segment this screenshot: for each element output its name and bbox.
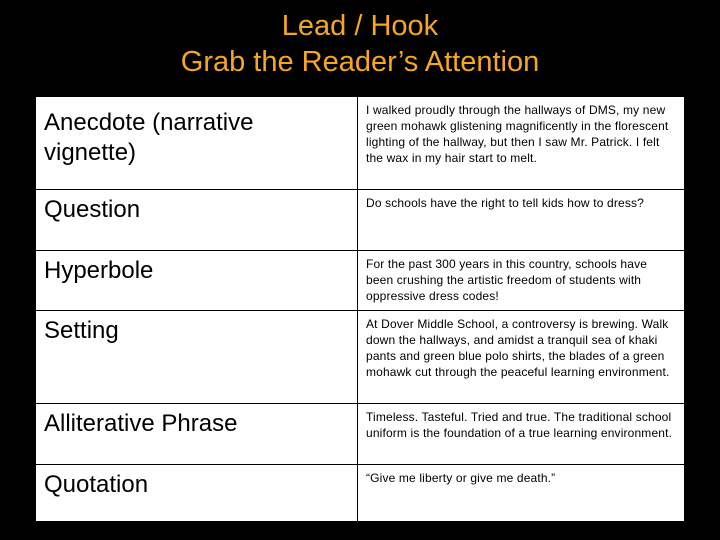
term-cell: Setting <box>36 311 358 404</box>
title-line-2: Grab the Reader’s Attention <box>180 46 540 78</box>
table-row-alliterative-phrase <box>36 404 685 465</box>
table-row-hyperbole <box>36 251 685 311</box>
title-line-1: Lead / Hook <box>281 10 439 42</box>
table-row-setting <box>36 311 685 404</box>
term-cell: Anecdote (narrative vignette) <box>36 97 358 190</box>
term-cell: Hyperbole <box>36 251 358 311</box>
example-cell: “Give me liberty or give me death.” <box>358 465 685 522</box>
term-cell: Quotation <box>36 465 358 522</box>
hook-types-table <box>35 96 685 522</box>
example-cell: I walked proudly through the hallways of DMS, my new green mohawk glistening magnificently in the florescent lighting of the hallway, but then I saw Mr. Patrick. I felt the wax in my hair start to melt. <box>358 97 685 190</box>
table-row-quotation <box>36 465 685 522</box>
example-cell: Do schools have the right to tell kids how to dress? <box>358 190 685 251</box>
slide-title <box>0 8 720 80</box>
example-cell: Timeless. Tasteful. Tried and true. The traditional school uniform is the foundation of a true learning environment. <box>358 404 685 465</box>
table-row-anecdote <box>36 97 685 190</box>
term-cell: Question <box>36 190 358 251</box>
term-cell: Alliterative Phrase <box>36 404 358 465</box>
table-row-question <box>36 190 685 251</box>
example-cell: For the past 300 years in this country, schools have been crushing the artistic freedom of students with oppressive dress codes! <box>358 251 685 311</box>
example-cell: At Dover Middle School, a controversy is brewing. Walk down the hallways, and amidst a tranquil sea of khaki pants and green blue polo shirts, the blades of a green mohawk cut through the peaceful learning environment. <box>358 311 685 404</box>
